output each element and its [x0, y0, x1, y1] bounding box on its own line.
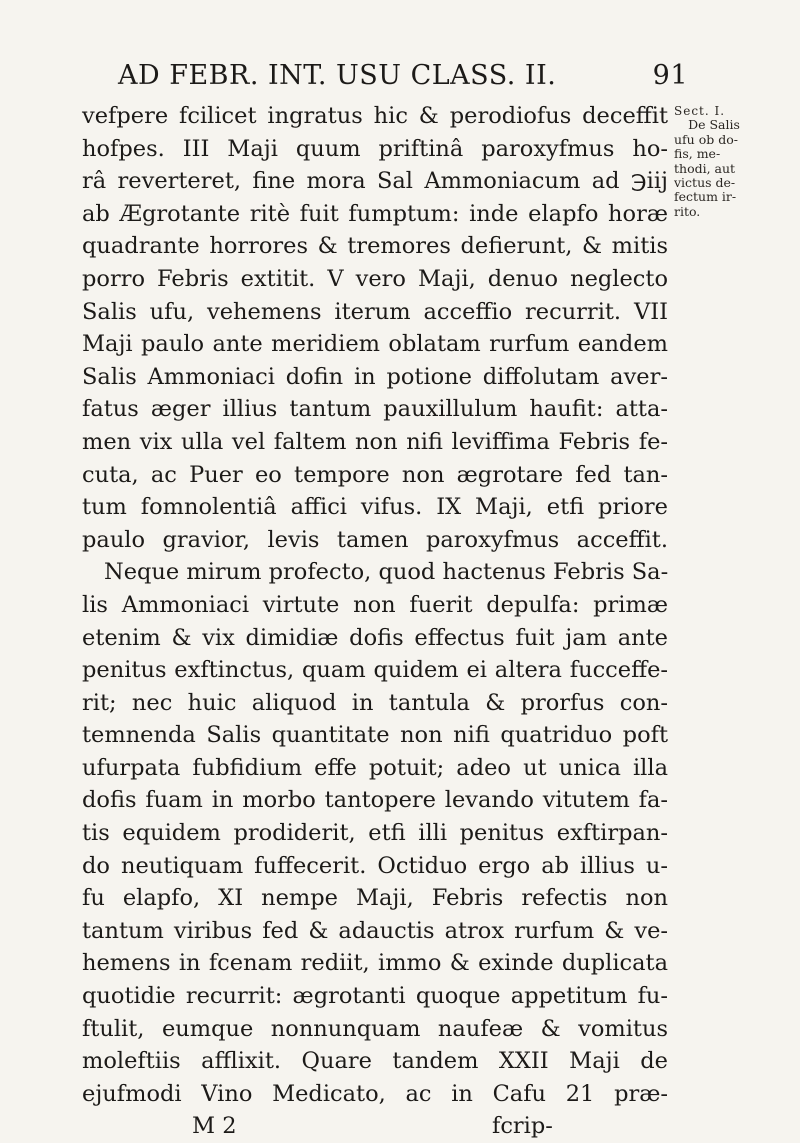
- text-line: quadrante horrores & tremores defierunt, & mitis: [82, 233, 668, 260]
- running-head: AD FEBR. INT. USU CLASS. II.: [118, 60, 557, 91]
- text-line: moleftiis afflixit. Quare tandem XXII Maji de: [82, 1048, 668, 1075]
- signature-mark: M 2: [192, 1113, 237, 1140]
- catchword: fcrip-: [492, 1113, 553, 1140]
- body-text: [82, 100, 668, 1143]
- margin-note-line: Sect. I.: [674, 104, 726, 118]
- text-line: ftulit, eumque nonnunquam naufeæ & vomitus: [82, 1015, 668, 1042]
- text-line: ab Ægrotante ritè fuit fumptum: inde elapfo horæ: [82, 200, 668, 227]
- text-line: Maji paulo ante meridiem oblatam rurfum eandem: [82, 331, 668, 358]
- text-line: tantum viribus fed & adauctis atrox rurfum & ve-: [82, 917, 668, 944]
- text-line: quotidie recurrit: ægrotanti quoque appetitum fu-: [82, 983, 668, 1010]
- text-line: penitus exftinctus, quam quidem ei altera fucceffe-: [82, 657, 668, 684]
- text-line: hofpes. III Maji quum priftinâ paroxyfmus ho-: [82, 135, 668, 162]
- text-line: porro Febris extitit. V vero Maji, denuo neglecto: [82, 265, 668, 292]
- margin-note-line: ufu ob do-: [674, 131, 738, 147]
- text-line: râ reverteret, fine mora Sal Ammoniacum ad ℈iij: [82, 168, 668, 195]
- text-line: ejufmodi Vino Medicato, ac in Cafu 21 præ-: [82, 1080, 668, 1107]
- text-line: Neque mirum profecto, quod hactenus Febris Sa-: [104, 559, 669, 586]
- page-number: 91: [652, 60, 688, 91]
- text-line: men vix ulla vel faltem non nifi leviffima Febris fe-: [82, 428, 668, 455]
- text-line: cuta, ac Puer eo tempore non ægrotare fed tan-: [82, 461, 668, 488]
- text-line: do neutiquam fuffecerit. Octiduo ergo ab illius u-: [82, 852, 668, 879]
- text-line: etenim & vix dimidiæ dofis effectus fuit jam ante: [82, 624, 668, 651]
- text-line: vefpere fcilicet ingratus hic & perodiofus deceffit: [82, 103, 668, 129]
- text-line: tum fomnolentiâ affici vifus. IX Maji, etfi priore: [82, 494, 668, 521]
- margin-note-line: thodi, aut: [674, 160, 736, 176]
- text-line: temnenda Salis quantitate non nifi quatriduo poft: [82, 722, 668, 749]
- text-line: ufurpata fubfidium effe potuit; adeo ut unica illa: [82, 754, 668, 781]
- margin-note-line: De Salis: [688, 117, 740, 133]
- text-line: dofis fuam in morbo tantopere levando vitutem fa-: [82, 787, 668, 814]
- text-line: hemens in fcenam rediit, immo & exinde duplicata: [82, 950, 668, 977]
- margin-note-line: victus de-: [674, 175, 736, 191]
- margin-note: [674, 104, 754, 219]
- margin-note-line: fectum ir-: [674, 189, 737, 205]
- text-line: paulo gravior, levis tamen paroxyfmus acceffit.: [82, 526, 668, 553]
- text-line: tis equidem prodiderit, etfi illi penitus exftirpan-: [82, 820, 668, 847]
- signature-line: [82, 1110, 668, 1143]
- margin-note-line: rito.: [674, 203, 701, 219]
- text-line: rit; nec huic aliquod in tantula & prorfus con-: [82, 689, 668, 716]
- text-line: Salis Ammoniaci dofin in potione diffolutam aver-: [82, 363, 668, 390]
- text-line: Salis ufu, vehemens iterum acceffio recurrit. VII: [82, 298, 668, 325]
- text-line: fu elapfo, XI nempe Maji, Febris refectis non: [82, 885, 668, 912]
- margin-note-line: fis, me-: [674, 146, 721, 162]
- text-line: lis Ammoniaci virtute non fuerit depulfa: primæ: [82, 591, 668, 618]
- text-line: fatus æger illius tantum pauxillulum haufit: atta-: [82, 396, 668, 423]
